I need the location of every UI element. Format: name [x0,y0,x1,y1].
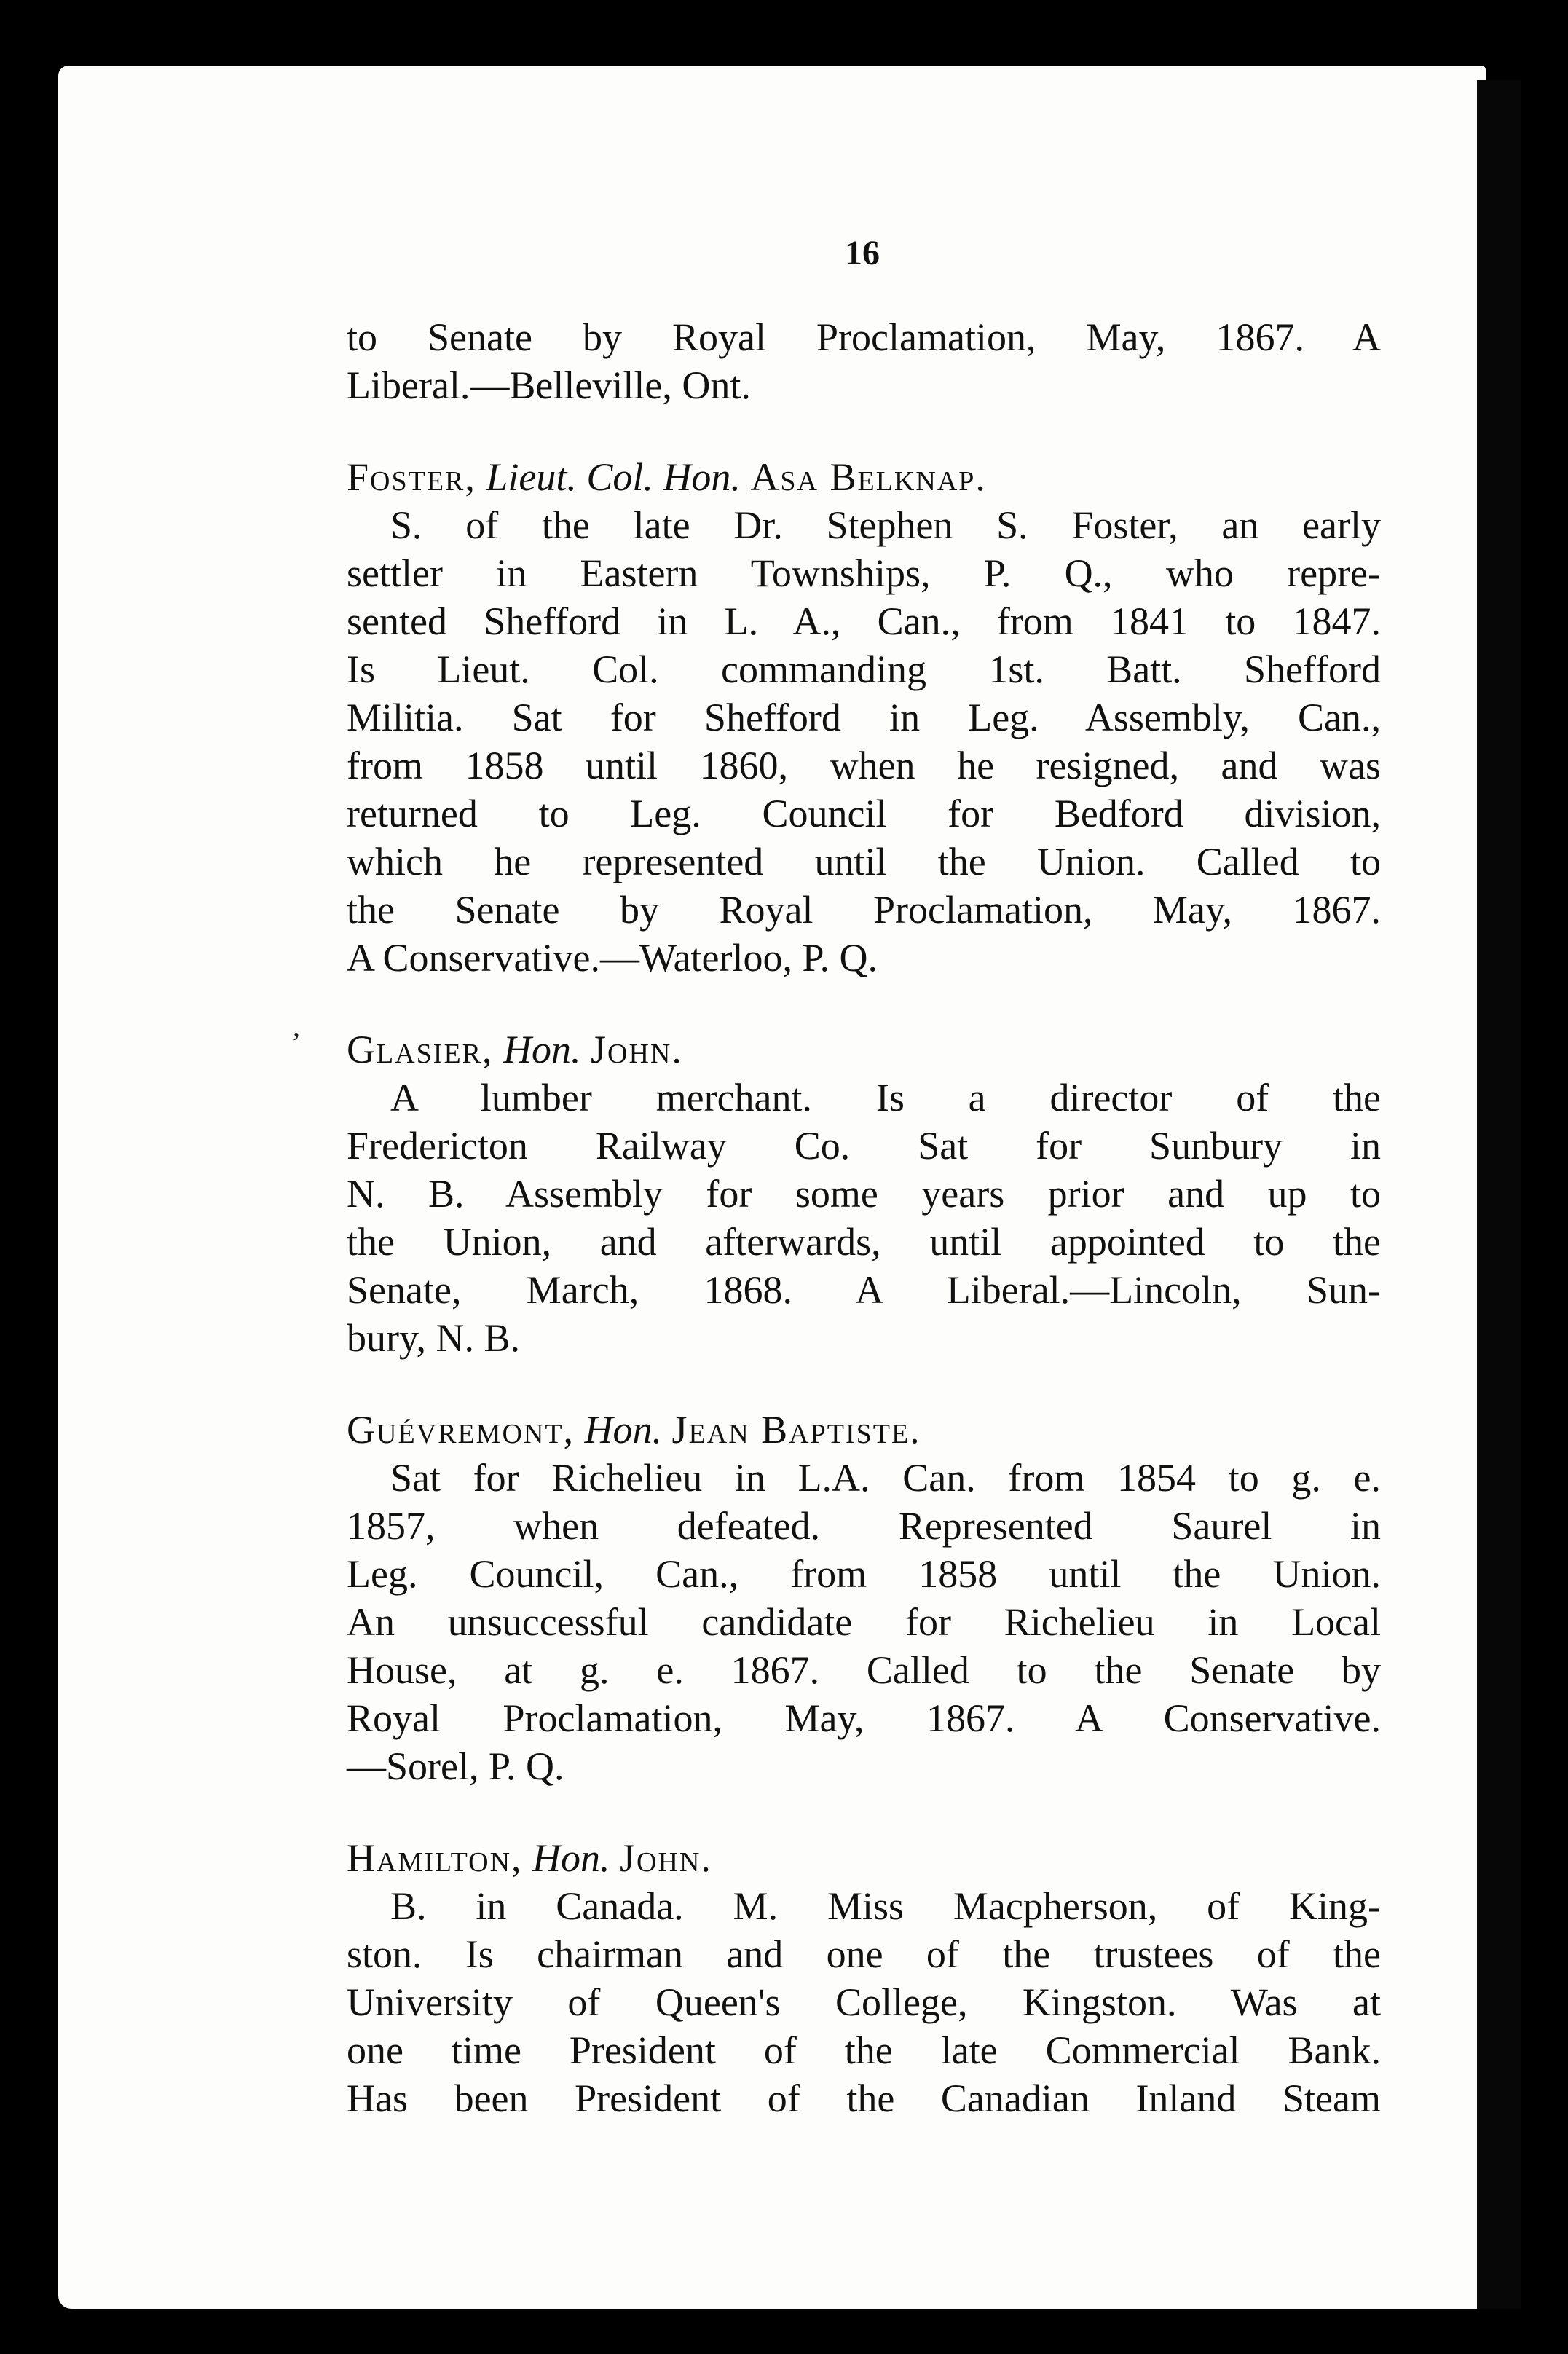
text-line: sented Shefford in L. A., Can., from 1841 to 1847. [347,599,1381,643]
page-number: 16 [845,234,880,272]
entry-surname: Guévremont, [347,1408,575,1452]
entry-surname: Foster, [347,455,476,499]
text-line: A lumber merchant. Is a director of the [390,1076,1381,1119]
entry-given-name: John. [591,1028,683,1071]
entry-title: Hon. [532,1836,610,1880]
page-text [347,313,1381,2122]
text-line: from 1858 until 1860, when he resigned, and was [347,744,1381,787]
text-line: the Senate by Royal Proclamation, May, 1867. [347,888,1381,932]
text-line: returned to Leg. Council for Bedford division, [347,792,1381,835]
entry-surname: Glasier, [347,1028,494,1071]
text-line: 1857, when defeated. Represented Saurel in [347,1504,1381,1548]
text-line: Leg. Council, Can., from 1858 until the Union. [347,1552,1381,1596]
entry-given-name: Jean Baptiste. [671,1408,921,1452]
text-line: one time President of the late Commercial Bank. [347,2028,1381,2072]
text-line: Fredericton Railway Co. Sat for Sunbury in [347,1124,1381,1168]
text-line: Sat for Richelieu in L.A. Can. from 1854 to g. e. [390,1456,1381,1500]
book-spine-shadow [1477,80,1521,2309]
text-line: settler in Eastern Townships, P. Q., who repre- [347,551,1381,595]
entry-title: Lieut. Col. Hon. [486,455,741,499]
text-line: Has been President of the Canadian Inland Steam [347,2077,1381,2120]
text-line: —Sorel, P. Q. [347,1744,564,1788]
text-line: bury, N. B. [347,1316,520,1360]
entry-heading [347,1834,1381,1882]
text-line: which he represented until the Union. Called to [347,840,1381,883]
text-line: Liberal.—Belleville, Ont. [347,363,751,407]
margin-mark: ‚ [291,1009,302,1042]
entry-surname: Hamilton, [347,1836,523,1880]
entry-title: Hon. [584,1408,663,1452]
entry-heading [347,1026,1381,1074]
entry-given-name: Asa Belknap. [750,455,987,499]
text-line: Is Lieut. Col. commanding 1st. Batt. Shefford [347,647,1381,691]
text-line: the Union, and afterwards, until appointed to the [347,1220,1381,1264]
text-line: An unsuccessful candidate for Richelieu in Local [347,1600,1381,1644]
text-line: House, at g. e. 1867. Called to the Senate by [347,1648,1381,1692]
text-line: Royal Proclamation, May, 1867. A Conservative. [347,1696,1381,1740]
text-line: N. B. Assembly for some years prior and up to [347,1172,1381,1216]
text-line: to Senate by Royal Proclamation, May, 1867. A [347,315,1381,359]
entry-heading [347,453,1381,501]
text-line: A Conservative.—Waterloo, P. Q. [347,936,878,980]
text-line: S. of the late Dr. Stephen S. Foster, an early [390,503,1381,547]
entry-heading [347,1406,1381,1454]
text-line: B. in Canada. M. Miss Macpherson, of King- [390,1884,1381,1928]
text-line: Senate, March, 1868. A Liberal.—Lincoln, Sun- [347,1268,1381,1312]
entry-title: Hon. [503,1028,581,1071]
text-line: Militia. Sat for Shefford in Leg. Assembly, Can., [347,696,1381,739]
text-line: University of Queen's College, Kingston. Was at [347,1980,1381,2024]
entry-given-name: John. [620,1836,712,1880]
text-line: ston. Is chairman and one of the trustees of the [347,1932,1381,1976]
